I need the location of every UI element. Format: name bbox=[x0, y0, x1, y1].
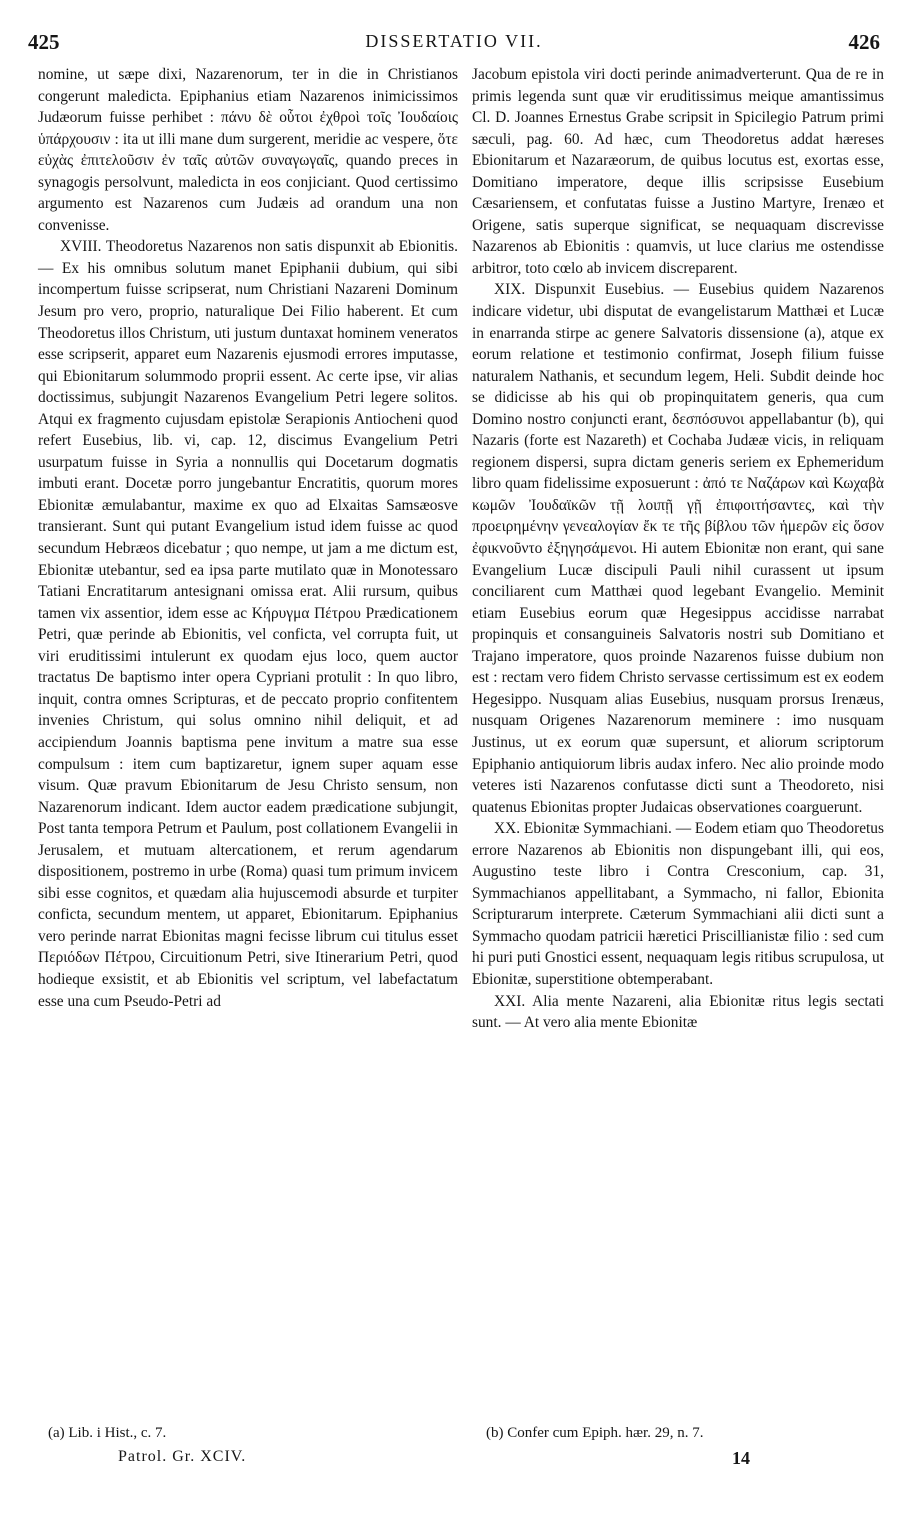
paragraph: Jacobum epistola viri docti perinde animadverterunt. Qua de re in primis legenda sunt quæ vir eruditissimus meique amantissimus Cl. D. Joannes Ernestus Grabe scripsit in Spicilegio Patrum primi sæculi, pag. 60. Ad hæc, cum Theodoretus addat hæreses Ebionitarum et Nazaræorum, de quibus locutus est, exortas esse, Domitiano imperatore, deque illis scripsisse Eusebium Cæsariensem, et confutatas fuisse a Justino Martyre, Irenæo et Origene, satis superque significat, se nequaquam discrevisse Nazarenos ab Ebionitis : quamvis, ut luce clarius me ostendisse arbitror, toto cœlo ab invicem discreparent. bbox=[472, 66, 884, 277]
right-column bbox=[472, 64, 884, 1034]
paragraph: nomine, ut sæpe dixi, Nazarenorum, ter in die in Christianos congerunt maledicta. Epiphanius etiam Nazarenos inimicissimos Judæorum fuisse perhibet : πάνυ δὲ οὗτοι ἐχθροὶ τοῖς Ἰουδαίοις ὑπάρχουσιν : ita ut illi mane dum surgerent, meridie ac vespere, ὅτε εὐχὰς ἐπιτελοῦσιν ἐν ταῖς αὐτῶν συναγωγαῖς, quando preces in synagogis persolvunt, maledicta in eos conjiciant. Quod certissimo argumento est Nazarenos cum Judæis ad orandum una non convenisse. bbox=[38, 66, 458, 234]
left-column bbox=[38, 64, 458, 1012]
signature-number: 14 bbox=[732, 1448, 750, 1468]
running-header bbox=[28, 30, 880, 60]
footnote-b: (b) Confer cum Epiph. hær. 29, n. 7. bbox=[486, 1425, 704, 1441]
section-xxi: XXI. Alia mente Nazareni, alia Ebionitæ ritus legis sectati sunt. — At vero alia mente Ebionitæ bbox=[472, 992, 884, 1032]
page-number-left: 425 bbox=[28, 30, 60, 54]
section-xix: XIX. Dispunxit Eusebius. — Eusebius quidem Nazarenos indicare videtur, ubi disputat de evangelistarum Matthæi et Lucæ in enarranda stirpe ac genere Salvatoris dissensione (a), atque ex eorum relatione et testimonio confirmat, Joseph filium fuisse naturalem Nathanis, et secundum legem, Heli. Subdit deinde hoc se didicisse ab his qui ob propinquitatem generis, qua cum Domino nostro conjuncti erant, δεσπόσυνοι appellabantur (b), qui Nazaris (forte est Nazareth) et Cochaba Judææ vicis, in reliquam regionem dispersi, supra dictam generis seriem ex Ephemeridum libro quam fidelissime exposuerunt : ἀπό τε Ναζάρων καὶ Κωχαβὰ κωμῶν Ἰουδαϊκῶν τῇ λοιπῇ γῇ ἐπιφοιτήσαντες, καὶ τὴν προειρημένην γενεαλογίαν ἔκ τε τῆς βίβλου τῶν ἡμερῶν εἰς ὅσον ἐφικνοῦντο ἐξηγησάμενοι. Hi autem Ebionitæ non erant, qui sane Evangelium Lucæ discipuli Pauli nihil curassent ut ipsum conciliarent cum Matthæi quod legebant Evangelio. Meminit etiam Eusebius eorum quæ Hegesippus accidisse narrabat propinquis et consanguineis Salvatoris nostri sub Domitiano et Trajano imperatore, quos proinde Nazarenos fuisse dubium non est : rectam vero fidem Christo servasse certissimum est ex eodem Hegesippo. Nusquam alias Eusebius, nusquam prorsus Irenæus, nusquam Origenes Nazarenorum meminere : imo nusquam Justinus, ut ex eorum quæ supersunt, et aliorum scriptorum Epiphanio antiquiorum libris audax infero. Nec alio proinde modo veteres isti Nazarenos confutasse dicti sunt a Theodoreto, nisi quatenus Ebionitas propter Judaicas observationes coarguerunt. bbox=[472, 281, 884, 816]
signature-series: Patrol. Gr. XCIV. bbox=[118, 1448, 247, 1465]
running-title: DISSERTATIO VII. bbox=[365, 31, 543, 51]
section-xx: XX. Ebionitæ Symmachiani. — Eodem etiam quo Theodoretus errore Nazarenos ab Ebionitis non dispungebant illi, qui eos, Augustino teste libro i Contra Cresconium, cap. 31, Symmachianos appellitabant, a Symmacho, ni fallor, Ebionita Scripturarum interprete. Cæterum Symmachiani alii dicti sunt a Symmacho quodam patricii hæretici Priscillianistæ filio : sed cum hi puri puti Gnostici essent, nequaquam legis ritibus scrupulosa, ut Ebionitæ, superstitione obtemperabant. bbox=[472, 820, 884, 988]
section-xviii: XVIII. Theodoretus Nazarenos non satis dispunxit ab Ebionitis. — Ex his omnibus solutum manet Epiphanii dubium, qui sibi incompertum fuisse scripserat, num Christiani Nazareni Dominum Jesum pro vero, proprio, naturalique Dei Filio haberent. Et cum Theodoretus illos Christum, uti justum duntaxat hominem veneratos esse scripserit, apparet eum Nazarenis ejusmodi errores imputasse, qui Ebionitarum solummodo proprii essent. Ac certe ipse, vir alias doctissimus, subjungit Nazarenos Evangelium Petri legere solitos. Atqui ex fragmento cujusdam epistolæ Serapionis Antiocheni quod refert Eusebius, lib. vi, cap. 12, discimus Evangelium Petri usurpatum fuisse in Syria a nonnullis qui Docetarum dogmatis imbuti erant. Docetæ porro jungebantur Encratitis, quorum mores Ebionitæ æmulabantur, maxime ex quo ad Elxaitas Samsæosve transierant. Sunt qui putant Evangelium istud idem fuisse ac quod secundum Hebræos dicebatur ; quo nempe, ut jam a me dictum est, Ebionitæ utebantur, sed ea ipsa parte mutilato quæ in Monotessaro Tatiani Encratitarum antesignani omissa erat. Alii rursum, quibus tamen vix assentior, idem esse ac Κήρυγμα Πέτρου Prædicationem Petri, quæ perinde ab Ebionitis, vel conficta, vel corrupta fuit, ut viri eruditissimi intulerunt ex quodam ejus loco, quem auctor tractatus De baptismo inter opera Cypriani protulit : In quo libro, inquit, contra omnes Scripturas, et de peccato proprio confitentem invenies Christum, qui solus omnino nihil deliquit, et ad accipiendum Joannis baptisma pene invitum a matre sua esse compulsum : item cum baptizaretur, ignem super aquam esse visum. Quæ pravum Ebionitarum de Jesu Christo sensum, non Nazarenorum indicant. Idem auctor eadem prædicatione subjungit, Post tanta tempora Petrum et Paulum, post collationem Evangelii in Jerusalem, et mutuam altercationem, et rerum agendarum dispositionem, postremo in urbe (Roma) quasi tum primum invicem sibi esse cognitos, et quædam alia hujuscemodi absurde et turpiter conficta, secundum mentem, ut apparet, Ebionitarum. Epiphanius vero perinde narrat Ebionitas magni fecisse librum cui titulus esset Περιόδων Πέτρου, Circuitionum Petri, sive Itinerarium Petri, quod hodieque exsistit, et ab Ebionitis vel scriptum, vel labefactatum esse una cum Pseudo-Petri ad bbox=[38, 238, 458, 1010]
footnote-a: (a) Lib. i Hist., c. 7. bbox=[48, 1425, 167, 1441]
page-number-right: 426 bbox=[848, 30, 880, 54]
